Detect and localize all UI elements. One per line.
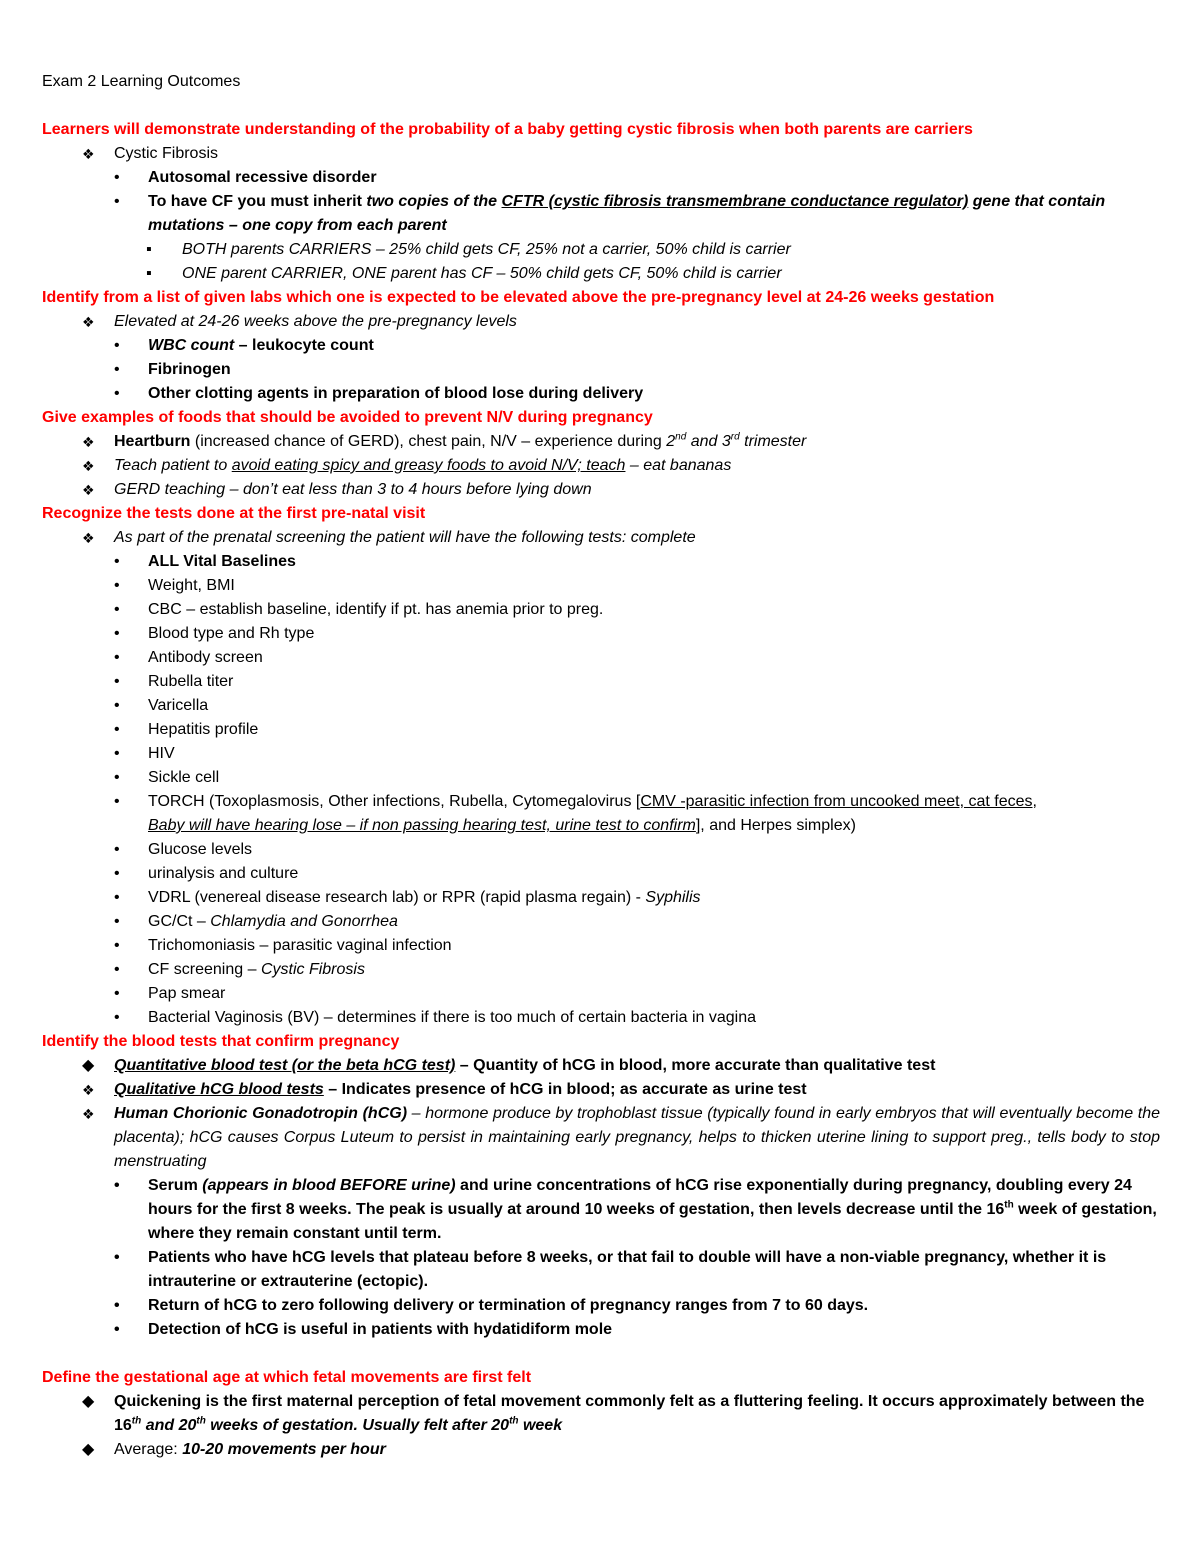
list-item [42,694,1160,718]
list-item [42,1318,1160,1342]
list-item [42,1102,1160,1174]
list-item [42,766,1160,790]
bullet-icon: • [114,865,120,882]
spacer [42,1342,1160,1366]
item-text: Quantitative blood test (or the beta hCG test) [114,1057,456,1074]
list-item [42,238,1160,262]
heading-labs: Identify from a list of given labs which one is expected to be elevated above the pre-pregnancy level at 24-26 weeks gestation [42,289,995,306]
item-text: Fibrinogen [148,361,231,378]
bullet-icon: • [114,697,120,714]
bullet-icon: • [114,1009,120,1026]
list-item [42,382,1160,406]
item-text: WBC count [148,337,235,354]
item-text: (appears in blood BEFORE urine) [202,1177,456,1194]
square-bullet-icon: ▪ [146,265,152,282]
diamond-bullet-icon: ❖ [82,458,95,474]
list-item [42,310,1160,334]
item-text: Qualitative hCG blood tests [114,1081,324,1098]
item-text: Detection of hCG is useful in patients with hydatidiform mole [148,1321,613,1338]
list-item [42,478,1160,502]
list-item [42,1438,1160,1462]
item-text: Serum [148,1177,203,1194]
item-text: Average: [114,1441,183,1458]
list-item [42,550,1160,574]
list-item [42,430,1160,454]
list-item [42,670,1160,694]
item-text: TORCH (Toxoplasmosis, Other infections, Rubella, Cytomegalovirus [ [148,793,641,810]
item-text: Heartburn [114,433,191,450]
diamond-bullet-icon: ◆ [82,1441,95,1458]
bullet-icon: • [114,913,120,930]
superscript: th [509,1415,519,1427]
item-text: and 3 [686,433,731,450]
item-text: HIV [148,745,175,762]
diamond-bullet-icon: ❖ [82,314,95,330]
item-text: and urine concentrations of hCG rise exponentially during pregnancy, doubling every 24 hours for the first 8 weeks. The peak is usually at around 10 weeks of gestation, then levels decrease until the 16 [148,1177,1132,1218]
item-text: Bacterial Vaginosis (BV) – determines if there is too much of certain bacteria in vagina [148,1009,756,1026]
item-text: Chlamydia and Gonorrhea [210,913,398,930]
item-text: ], and Herpes simplex) [695,817,856,834]
item-text: Return of hCG to zero following delivery or termination of pregnancy ranges from 7 to 60 days. [148,1297,869,1314]
superscript: th [1004,1199,1014,1211]
item-text: CFTR (cystic fibrosis transmembrane conductance regulator) [501,193,969,210]
diamond-bullet-icon: ◆ [82,1057,95,1074]
item-text: Teach patient to [114,457,232,474]
item-text: Cystic Fibrosis [260,961,365,978]
item-text: Trichomoniasis – parasitic vaginal infection [148,937,452,954]
item-text: CBC – establish baseline, identify if pt. has anemia prior to preg. [148,601,604,618]
list-item [42,334,1160,358]
bullet-icon: • [114,889,120,906]
item-text: Blood type and Rh type [148,625,315,642]
item-text: Patients who have hCG levels that plateau before 8 weeks, or that fail to double will have a non-viable pregnancy, whether it is intrauterine or extrauterine (ectopic). [148,1249,1107,1290]
topic-label: Cystic Fibrosis [114,145,219,162]
list-item [42,718,1160,742]
item-text: Rubella titer [148,673,234,690]
item-text: avoid eating spicy and greasy foods to avoid N/V; teach [231,457,626,474]
list-item [42,1006,1160,1030]
item-text: week [518,1417,563,1434]
superscript: th [196,1415,206,1427]
diamond-bullet-icon: ◆ [82,1393,95,1410]
item-text: ALL Vital Baselines [148,553,296,570]
list-item [42,166,1160,190]
bullet-icon: • [114,769,120,786]
item-text: GC/Ct – [148,913,211,930]
list-item-continuation [42,814,1160,838]
item-text: Glucose levels [148,841,253,858]
heading-foods: Give examples of foods that should be avoided to prevent N/V during pregnancy [42,409,653,426]
list-item [42,574,1160,598]
heading-cystic-fibrosis: Learners will demonstrate understanding of the probability of a baby getting cystic fibrosis when both parents are carriers [42,121,973,138]
list-item [42,790,1160,814]
bullet-icon: • [114,553,120,570]
list-item [42,934,1160,958]
item-text: gene that contain mutations – one copy from each parent [148,193,1106,234]
bullet-icon: • [114,337,120,354]
diamond-bullet-icon: ❖ [82,1082,95,1098]
list-item [42,838,1160,862]
item-text: Other clotting agents in preparation of blood lose during delivery [148,385,644,402]
item-text: (increased chance of GERD), chest pain, N/V – experience during [190,433,667,450]
item-text: Weight, BMI [148,577,235,594]
item-text: BOTH parents CARRIERS – 25% child gets CF, 25% not a carrier, 50% child is carrier [182,241,791,258]
item-text: ONE parent CARRIER, ONE parent has CF – 50% child gets CF, 50% child is carrier [182,265,782,282]
item-text: 10-20 movements per hour [182,1441,386,1458]
item-text: Quickening is the first maternal perception of fetal movement commonly felt as a fluttering feeling. It occurs approximately between the 16 [114,1393,1145,1434]
list-item [42,1246,1160,1294]
list-item [42,742,1160,766]
item-text: Hepatitis profile [148,721,259,738]
topic-label: Elevated at 24-26 weeks above the pre-pregnancy levels [114,313,517,330]
list-item [42,886,1160,910]
list-item [42,454,1160,478]
list-item [42,190,1160,238]
list-item [42,262,1160,286]
bullet-icon: • [114,169,120,186]
item-text: Varicella [148,697,209,714]
heading-prenatal-tests: Recognize the tests done at the first pre-natal visit [42,505,426,522]
item-text: VDRL (venereal disease research lab) or RPR (rapid plasma regain) - [148,889,646,906]
bullet-icon: • [114,985,120,1002]
list-item [42,1078,1160,1102]
list-item [42,982,1160,1006]
item-text: – Indicates presence of hCG in blood; as accurate as urine test [323,1081,807,1098]
bullet-icon: • [114,721,120,738]
bullet-icon: • [114,577,120,594]
item-text: Syphilis [645,889,701,906]
bullet-icon: • [114,649,120,666]
heading-fetal-movement: Define the gestational age at which fetal movements are first felt [42,1369,532,1386]
item-text: and 20 [141,1417,197,1434]
bullet-icon: • [114,745,120,762]
list-item [42,622,1160,646]
item-text: Pap smear [148,985,226,1002]
superscript: nd [675,431,687,443]
item-text: Baby will have hearing lose – if non passing hearing test, urine test to confirm [148,817,696,834]
bullet-icon: • [114,601,120,618]
bullet-icon: • [114,385,120,402]
diamond-bullet-icon: ❖ [82,530,95,546]
item-text: Antibody screen [148,649,263,666]
heading-blood-tests: Identify the blood tests that confirm pregnancy [42,1033,400,1050]
item-text: Human Chorionic Gonadotropin (hCG) [114,1105,408,1122]
list-item [42,1294,1160,1318]
bullet-icon: • [114,673,120,690]
item-text: CMV -parasitic infection from uncooked meet, cat feces, [640,793,1037,810]
item-text: CF screening – [148,961,261,978]
item-text: week of gestation, where they remain constant until term. [148,1201,1157,1242]
list-item [42,1390,1160,1438]
bullet-icon: • [114,1297,120,1314]
list-item [42,1174,1160,1246]
item-text: GERD teaching – don’t eat less than 3 to 4 hours before lying down [114,481,592,498]
list-item [42,1054,1160,1078]
item-text: trimester [739,433,807,450]
bullet-icon: • [114,961,120,978]
bullet-icon: • [114,1177,120,1194]
list-item [42,142,1160,166]
superscript: rd [730,431,740,443]
bullet-icon: • [114,793,120,810]
bullet-icon: • [114,1249,120,1266]
list-item [42,358,1160,382]
item-text: Sickle cell [148,769,220,786]
item-text: urinalysis and culture [148,865,299,882]
bullet-icon: • [114,841,120,858]
diamond-bullet-icon: ❖ [82,482,95,498]
diamond-bullet-icon: ❖ [82,434,95,450]
diamond-bullet-icon: ❖ [82,1106,95,1122]
bullet-icon: • [114,1321,120,1338]
document-page [42,70,1160,1462]
bullet-icon: • [114,361,120,378]
list-item [42,958,1160,982]
list-item [42,526,1160,550]
document-title: Exam 2 Learning Outcomes [42,73,241,90]
list-item [42,646,1160,670]
item-text: two copies of the [366,193,502,210]
diamond-bullet-icon: ❖ [82,146,95,162]
square-bullet-icon: ▪ [146,241,152,258]
bullet-icon: • [114,937,120,954]
item-text: To have CF you must inherit [148,193,367,210]
superscript: th [131,1415,142,1427]
item-text: – leukocyte count [234,337,374,354]
list-item [42,910,1160,934]
bullet-icon: • [114,625,120,642]
topic-label: As part of the prenatal screening the patient will have the following tests: complete [114,529,696,546]
list-item [42,598,1160,622]
item-text: 2 [666,433,676,450]
item-text: – hormone produce by trophoblast tissue (typically found in early embryos that will eventually become the placenta); hCG causes Corpus Luteum to persist in maintaining early pregnancy, helps to thicken uterine lining to support preg., tells body to stop menstruating [114,1105,1160,1170]
item-text: – Quantity of hCG in blood, more accurate than qualitative test [455,1057,936,1074]
item-text: weeks of gestation. Usually felt after 20 [205,1417,510,1434]
list-item [42,862,1160,886]
bullet-icon: • [114,193,120,210]
item-text: Autosomal recessive disorder [148,169,377,186]
item-text: – eat bananas [625,457,732,474]
